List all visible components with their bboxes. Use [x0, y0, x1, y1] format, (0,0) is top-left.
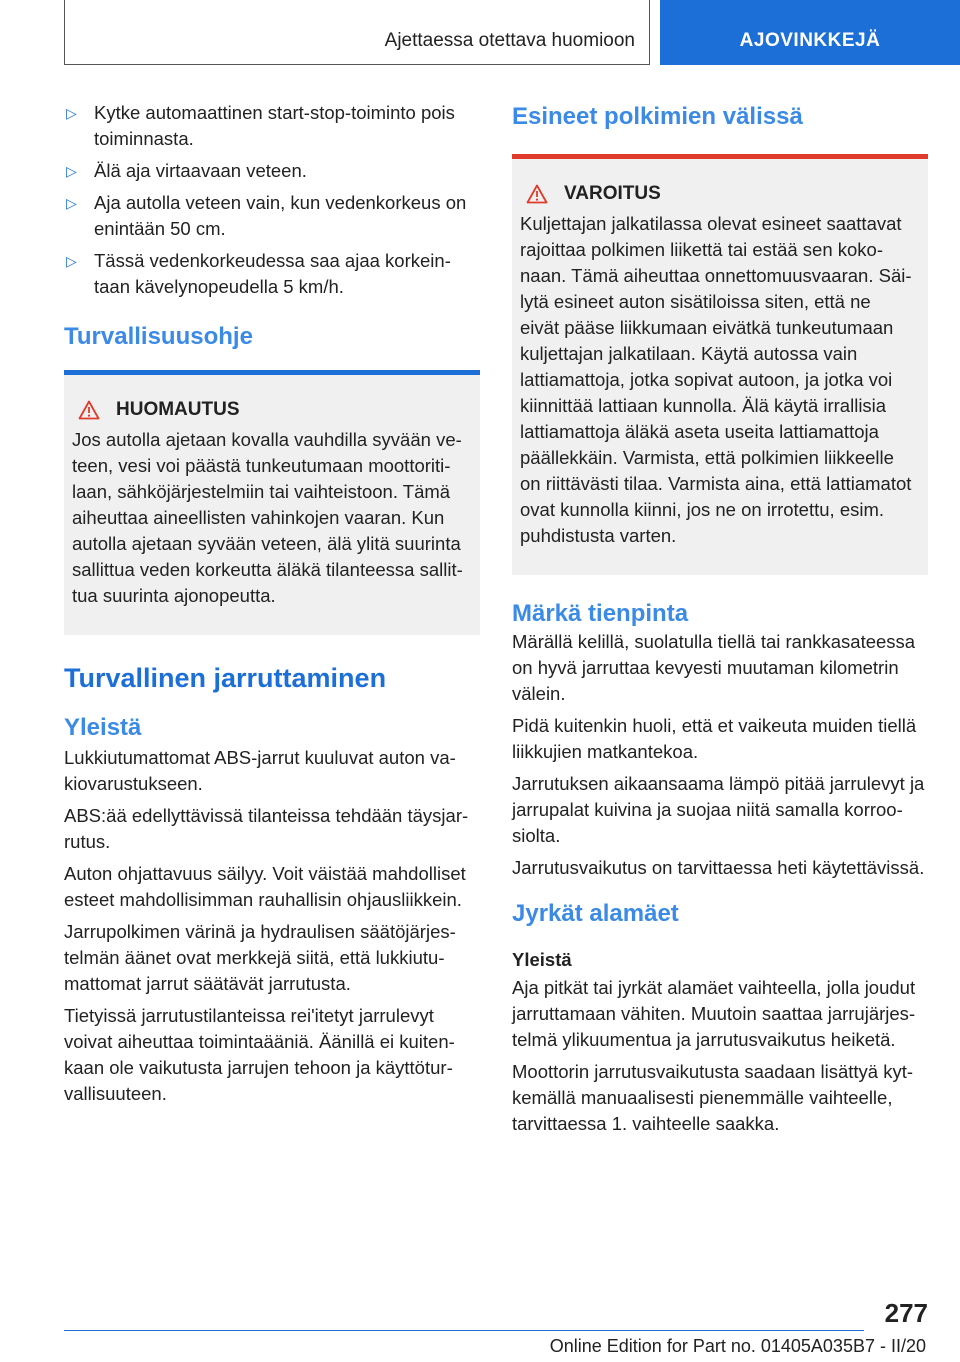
left-column [64, 100, 480, 1113]
downhill-subheading: Yleistä [512, 949, 572, 970]
notice-callout [64, 370, 480, 635]
notice-header [72, 397, 466, 423]
paragraph: Lukkiutumattomat ABS-jarrut kuuluvat auton vakiovarustukseen. [64, 747, 456, 794]
list-item-text: Älä aja virtaavaan veteen. [94, 160, 307, 181]
general-heading: Yleistä [64, 714, 142, 741]
paragraph: Jarrupolkimen värinä ja hydraulisen säätöjärjestelmän äänet ovat merkkejä siitä, että lukkiutumattomat jarrut säätävät jarrutusta. [64, 921, 456, 994]
warning-text: Kuljettajan jalkatilassa olevat esineet saattavat rajoittaa polkimen liikettä tai estää sen kokonaan. Tämä aiheuttaa onnettomuusvaaran. Säilytä esineet auton sisätiloissa siten, että ne eivät pääse liikkumaan eivätkä tunkeutumaan kuljettajan jalkatilaan. Käytä autossa vain lattiamattoja, jotka sopivat autoon, ja jotka voi kiinnittää lattiaan kunnolla. Älä käytä irrallisia lattiamattoja äläkä aseta useita lattiamattoja päällekkäin. Varmista, että polkimien liikkeelle on riittävästi tilaa. Varmista aina, että lattiamatot ovat kunnolla kiinni, jos ne on irrotettu, esim. puhdistusta varten. [520, 213, 912, 546]
triangle-bullet-icon: ▷ [66, 195, 77, 211]
page-number: 277 [884, 1298, 928, 1328]
list-item [64, 158, 480, 184]
paragraph: ABS:ää edellyttävissä tilanteissa tehdään täysjarrutus. [64, 805, 469, 852]
paragraph: Auton ohjattavuus säilyy. Voit väistää mahdolliset esteet mahdollisimman rauhallisin ohjausliikkein. [64, 863, 466, 910]
right-column [512, 100, 928, 1143]
downhill-heading: Jyrkät alamäet [512, 900, 679, 927]
notice-label: HUOMAUTUS [116, 399, 240, 420]
paragraph: Jarrutuksen aikaansaama lämpö pitää jarrulevyt ja jarrupalat kuivina ja suojaa niitä samalla korroosiolta. [512, 773, 925, 846]
warning-triangle-icon [78, 400, 100, 420]
paragraph: Tietyissä jarrutustilanteissa rei'itetyt jarrulevyt voivat aiheuttaa toimintaääniä. Äänillä ei kuitenkaan ole vaikutusta jarrujen tehoon ja käyttöturvallisuuteen. [64, 1005, 455, 1104]
notice-text: Jos autolla ajetaan kovalla vauhdilla syvään veteen, vesi voi päästä tunkeutumaan moottoritilaan, sähköjärjestelmiin tai vaihteistoon. Tämä aiheuttaa aineellisten vahinkojen vaaran. Kun autolla ajetaan syvään veteen, älä ylitä suurinta sallittua veden korkeutta äläkä tilanteessa sallittua suurinta ajonopeutta. [72, 429, 463, 606]
list-item-text: Kytke automaattinen start-stop-toiminto pois toiminnasta. [94, 102, 455, 149]
chapter-tab [660, 0, 960, 65]
paragraph: Moottorin jarrutusvaikutusta saadaan lisättyä kytkemällä manuaalisesti pienemmälle vaihteelle, tarvittaessa 1. vaihteelle saakka. [512, 1061, 914, 1134]
footer-divider [64, 1330, 864, 1331]
header-section-box [64, 0, 650, 65]
paragraph: Märällä kelillä, suolatulla tiellä tai rankkasateessa on hyvä jarruttaa kevyesti muutaman kilometrin välein. [512, 631, 916, 704]
pedals-heading: Esineet polkimien välissä [512, 103, 803, 130]
wet-road-heading: Märkä tienpinta [512, 600, 689, 627]
warning-callout [512, 154, 928, 575]
list-item-text: Tässä vedenkorkeudessa saa ajaa korkeintaan kävelynopeudella 5 km/h. [94, 250, 451, 297]
warning-header [520, 181, 914, 207]
list-item [64, 190, 480, 242]
list-item [64, 100, 480, 152]
safety-heading: Turvallisuusohje [64, 323, 253, 350]
paragraph: Jarrutusvaikutus on tarvittaessa heti käytettävissä. [512, 857, 925, 878]
warning-triangle-icon [526, 184, 548, 204]
section-title: Ajettaessa otettava huomioon [384, 30, 635, 51]
paragraph: Aja pitkät tai jyrkät alamäet vaihteella, jolla joudut jarruttamaan vähiten. Muutoin saattaa jarrujärjestelmä ylikuumentua ja jarrutusvaikutus heiketä. [512, 977, 916, 1050]
footer-edition: Online Edition for Part no. 01405A035B7 - II/20 [549, 1336, 926, 1356]
list-item-text: Aja autolla veteen vain, kun vedenkorkeus on enintään 50 cm. [94, 192, 467, 239]
list-item [64, 248, 480, 300]
triangle-bullet-icon: ▷ [66, 105, 77, 121]
bullet-list [64, 100, 480, 300]
triangle-bullet-icon: ▷ [66, 163, 77, 179]
chapter-tab-label: AJOVINKKEJÄ [739, 30, 881, 51]
warning-label: VAROITUS [564, 183, 661, 204]
paragraph: Pidä kuitenkin huoli, että et vaikeuta muiden tiellä liikkujien matkantekoa. [512, 715, 917, 762]
triangle-bullet-icon: ▷ [66, 253, 77, 269]
braking-heading: Turvallinen jarruttaminen [64, 663, 387, 693]
